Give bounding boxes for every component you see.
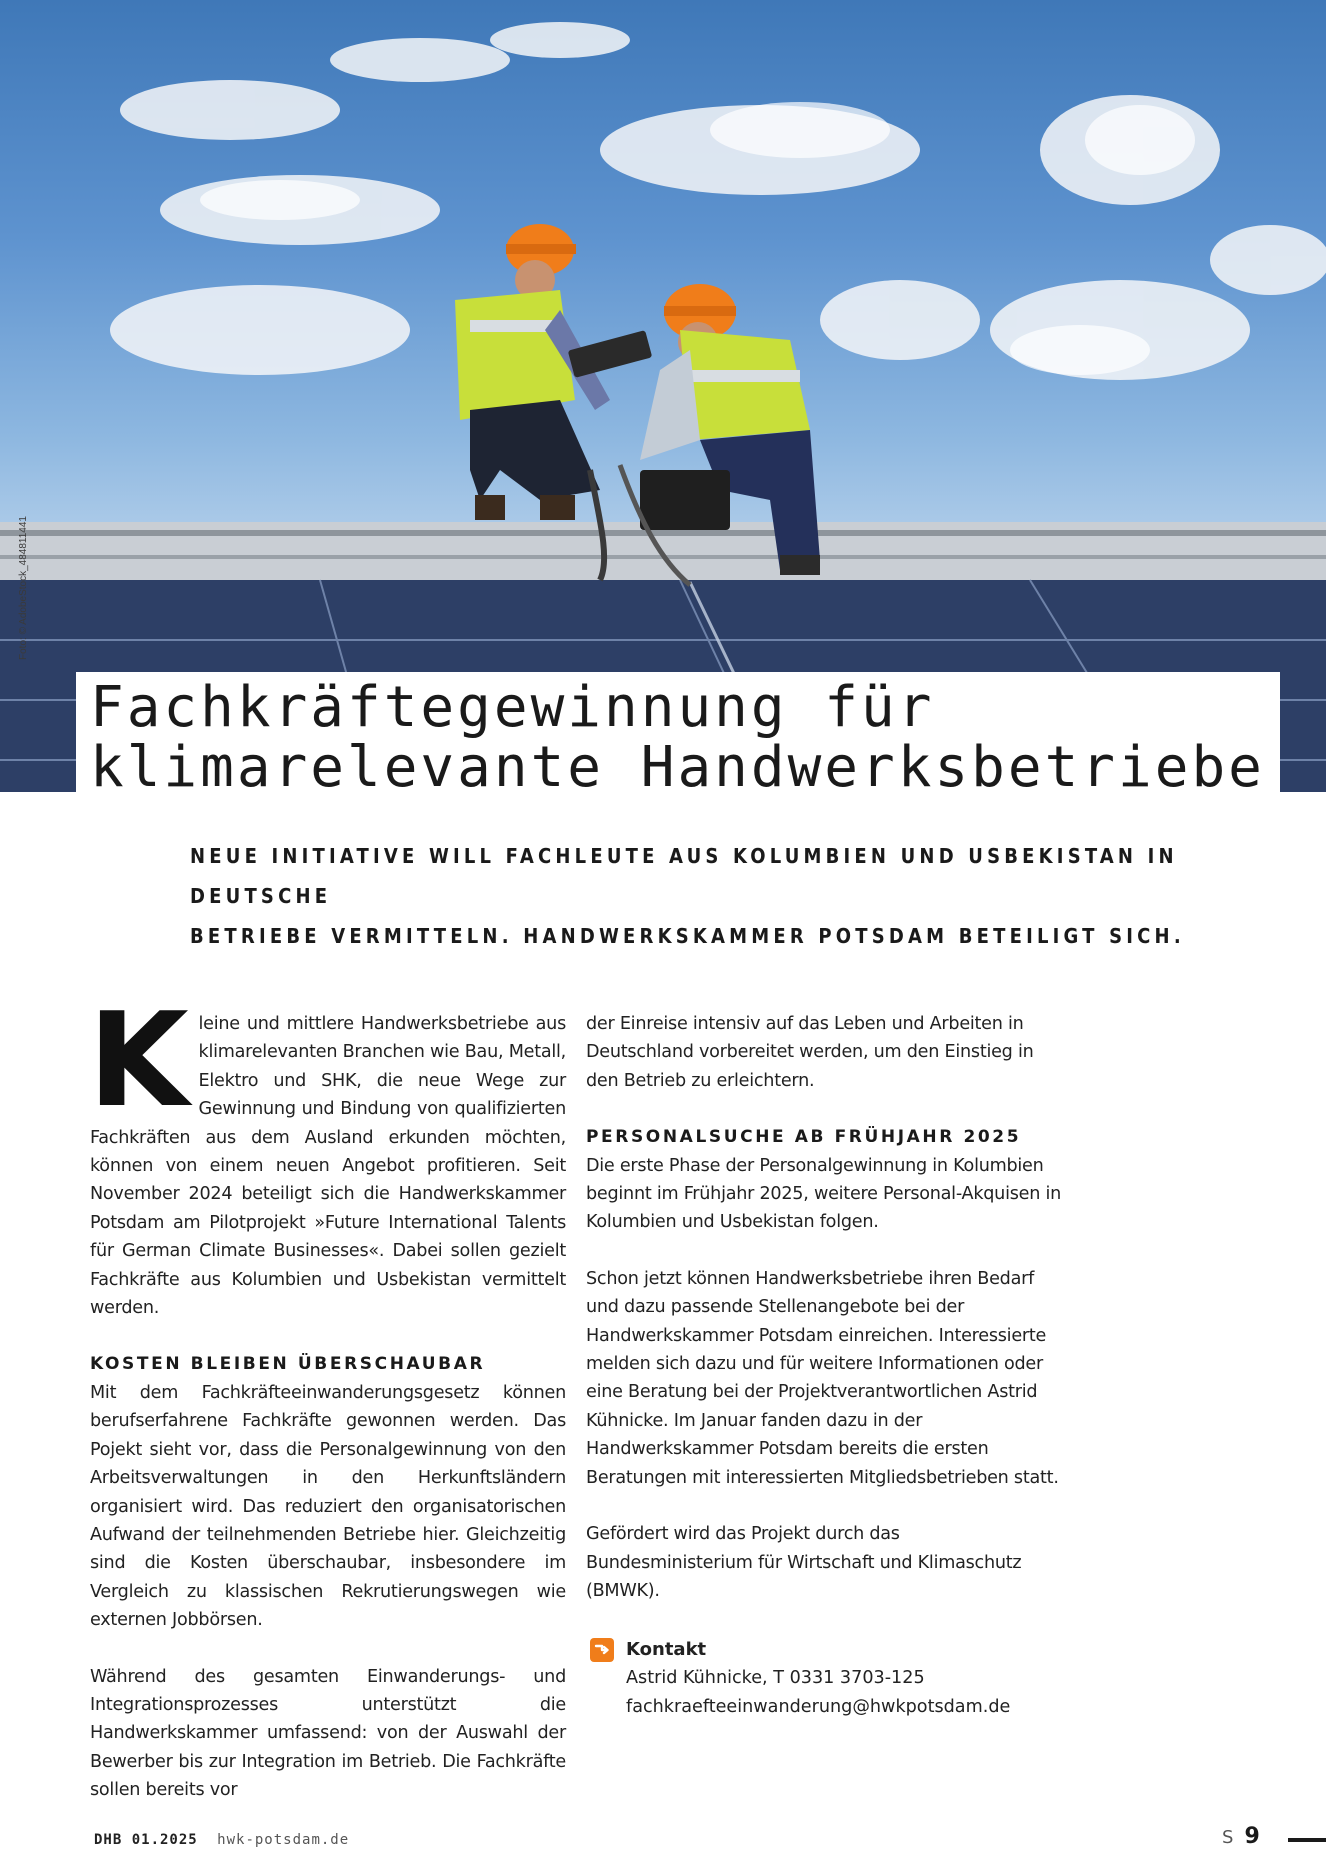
page-number-block [1222, 1824, 1260, 1849]
photo-credit: Foto: © AdobeStock_484811441 [18, 516, 29, 660]
page-prefix: S [1222, 1827, 1234, 1848]
intro-lead [190, 836, 1190, 956]
paragraph-integration: Während des gesamten Einwanderungs- und Integrationsprozesses unterstützt die Handwerkskammer umfassend: von der Auswahl der Bewerber bis zur Integration im Betrieb. Die Fachkräfte sollen bereits vor [90, 1666, 566, 1801]
paragraph-foerderung: Gefördert wird das Projekt durch das Bundesministerium für Wirtschaft und Klimaschutz (BMWK). [586, 1524, 1022, 1601]
contact-email[interactable]: fachkraefteeinwanderung@hwkpotsdam.de [626, 1696, 1011, 1717]
contact-person-phone: Astrid Kühnicke, T 0331 3703-125 [626, 1668, 925, 1689]
article-column-right [586, 1010, 1062, 1605]
intro-line-2: BETRIEBE VERMITTELN. HANDWERKSKAMMER POTSDAM BETEILIGT SICH. [190, 924, 1185, 948]
footer-rule [1288, 1838, 1326, 1842]
headline-box [76, 672, 1280, 800]
subheading-kosten: KOSTEN BLEIBEN ÜBERSCHAUBAR [90, 1354, 486, 1375]
contact-box [590, 1636, 1010, 1721]
page-title-line-2: klimarelevante Handwerksbetriebe [90, 735, 1265, 800]
paragraph-intro: leine und mittlere Handwerksbetriebe aus klimarelevanten Branchen wie Bau, Metall, Elektro und SHK, die neue Wege zur Gewinnung und Bindung von qualifizierten Fachkräften aus dem Ausland erkunden möchten, können von einem neuen Angebot profitieren. Seit November 2024 beteiligt sich die Handwerkskammer Potsdam am Pilotprojekt »Future International Talents für German Climate Businesses«. Dabei sollen gezielt Fachkräfte aus Kolumbien und Usbekistan vermittelt werden. [90, 1014, 566, 1319]
paragraph-einreise: der Einreise intensiv auf das Leben und Arbeiten in Deutschland vorbereitet werden, um den Einstieg in den Betrieb zu erleichtern. [586, 1014, 1034, 1091]
paragraph-personalsuche: Die erste Phase der Personalgewinnung in Kolumbien beginnt im Frühjahr 2025, weitere Personal-Akquisen in Kolumbien und Usbekistan folgen. [586, 1155, 1061, 1233]
paragraph-kosten: Mit dem Fachkräfteeinwanderungsgesetz können berufserfahrene Fachkräfte gewonnen werden. Das Pojekt sieht vor, dass die Personalgewinnung von den Arbeitsverwaltungen in den Herkunftsländern organisiert wird. Das reduziert den organisatorischen Aufwand der teilnehmenden Betriebe hier. Gleichzeitig sind die Kosten überschaubar, insbesondere im Vergleich zu klassischen Rekrutierungswegen wie externen Jobbörsen. [90, 1382, 566, 1631]
footer-website[interactable]: hwk-potsdam.de [217, 1832, 350, 1848]
footer-publication [94, 1832, 349, 1848]
first-paragraph [88, 984, 566, 1322]
page-title-line-1: Fachkräftegewinnung für [90, 675, 935, 740]
arrow-icon [590, 1638, 614, 1662]
subheading-personalsuche: PERSONALSUCHE AB FRÜHJAHR 2025 [586, 1127, 1022, 1148]
intro-line-1: NEUE INITIATIVE WILL FACHLEUTE AUS KOLUMBIEN UND USBEKISTAN IN DEUTSCHE [190, 844, 1178, 908]
paragraph-bedarf: Schon jetzt können Handwerksbetriebe ihren Bedarf und dazu passende Stellenangebote bei der Handwerkskammer Potsdam einreichen. Interessierte melden sich dazu und für weitere Informationen oder eine Beratung bei der Projektverantwortlichen Astrid Kühnicke. Im Januar fanden dazu in der Handwerkskammer Potsdam bereits die ersten Beratungen mit interessierten Mitgliedsbetrieben statt. [586, 1268, 1059, 1488]
article-column-left [88, 984, 566, 1805]
dropcap-letter: K [88, 984, 189, 1136]
contact-title: Kontakt [626, 1639, 707, 1660]
page-number: 9 [1244, 1824, 1260, 1849]
footer-magazine: DHB 01.2025 [94, 1832, 198, 1848]
